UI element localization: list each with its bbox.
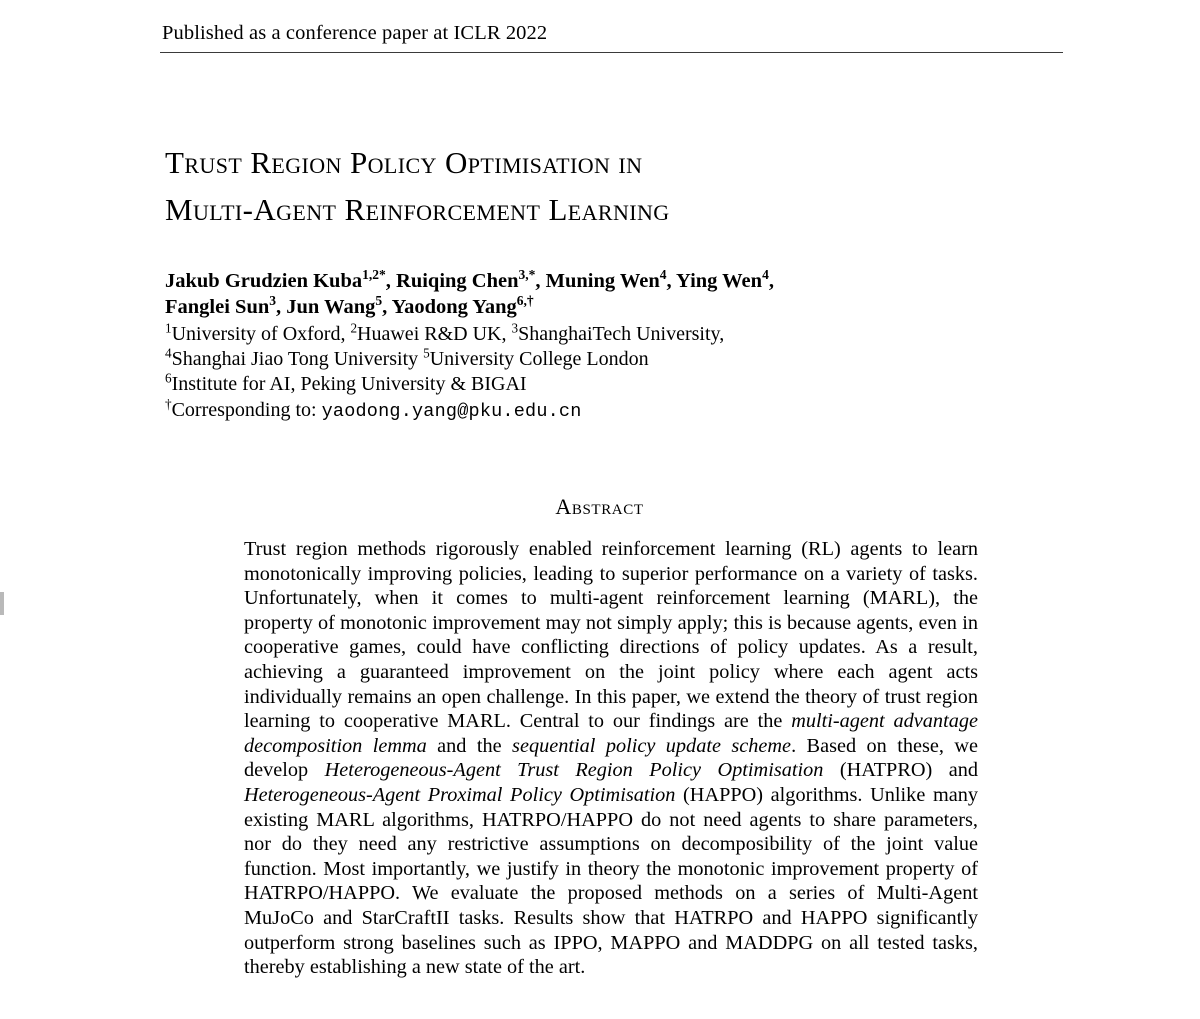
author-mwen-affil-marker: 4 xyxy=(659,267,667,283)
author-sep-2: , Muning Wen xyxy=(535,270,660,292)
corresponding-line xyxy=(165,395,1045,424)
author-yang-affil-marker: 6,† xyxy=(516,293,534,309)
affiliation-oxford: University of Oxford, xyxy=(171,323,351,345)
header-rule xyxy=(160,52,1063,53)
page-title xyxy=(165,139,1045,233)
author-block xyxy=(165,268,1045,424)
author-kuba: Jakub Grudzien Kuba xyxy=(165,270,363,292)
author-sun: Fanglei Sun xyxy=(165,296,270,318)
author-sep-5: , Jun Wang xyxy=(276,296,376,318)
affiliation-sjtu: Shanghai Jiao Tong University xyxy=(171,348,424,371)
affiliation-pku-bigai: Institute for AI, Peking University & BIGAI xyxy=(171,373,527,396)
author-line-2 xyxy=(165,294,1045,320)
affil-marker-4: 4 xyxy=(165,345,172,361)
affiliation-list xyxy=(165,322,1045,424)
affil-marker-5: 5 xyxy=(423,345,430,361)
abstract-body xyxy=(244,537,978,980)
abstract-text-4: (HATPRO) and xyxy=(823,759,978,782)
author-sun-affil-marker: 3 xyxy=(269,293,277,309)
affiliation-line-3 xyxy=(165,372,1045,397)
title-line-1: Trust Region Policy Optimisation in xyxy=(165,145,643,180)
affil-marker-3: 3 xyxy=(511,320,519,336)
author-jwang-affil-marker: 5 xyxy=(375,293,383,309)
corresponding-email[interactable]: yaodong.yang@pku.edu.cn xyxy=(321,400,582,422)
scan-edge-artifact xyxy=(0,592,4,615)
affil-marker-2: 2 xyxy=(350,320,358,336)
author-sep-6: , Yaodong Yang xyxy=(382,296,517,318)
corresponding-label: Corresponding to: xyxy=(171,398,322,421)
author-ywen-affil-marker: 4 xyxy=(762,267,769,283)
abstract-heading xyxy=(0,494,1200,520)
author-kuba-affil-marker: 1,2 xyxy=(362,267,379,283)
affiliation-ucl: University College London xyxy=(429,348,649,371)
affil-marker-1: 1 xyxy=(165,320,172,336)
author-kuba-equal-marker: * xyxy=(379,267,386,283)
abstract-emphasis-2: sequential policy update scheme xyxy=(512,734,792,757)
author-sep-4: , xyxy=(768,270,774,292)
abstract-text-2: and the xyxy=(426,734,513,757)
abstract-text-5: (HAPPO) algorithms. Unlike many existing MARL algorithms, HATRPO/HAPPO do not need agents to share parameters, nor do they need any restrictive assumptions on decomposibility of the joint value function. Most importantly, we justify in theory the monotonic improvement property of HATRPO/HAPPO. We evaluate the proposed methods on a series of Multi-Agent MuJoCo and StarCraftII tasks. Results show that HATRPO and HAPPO significantly outperform strong baselines such as IPPO, MAPPO and MADDPG on all tested tasks, thereby establishing a new state of the art. xyxy=(244,783,979,979)
author-chen-affil-marker: 3,* xyxy=(518,267,536,283)
abstract-text-1: Trust region methods rigorously enabled reinforcement learning (RL) agents to learn monotonically improving policies, leading to superior performance on a variety of tasks. Unfortunately, when it comes to multi-agent reinforcement learning (MARL), the property of monotonic improvement may not simply apply; this is because agents, even in cooperative games, could have conflicting directions of policy updates. As a result, achieving a guaranteed improvement on the joint policy where each agent acts individually remains an open challenge. In this paper, we extend the theory of trust region learning to cooperative MARL. Central to our findings are the xyxy=(244,538,978,733)
author-sep-1: , Ruiqing Chen xyxy=(385,270,519,292)
affiliation-line-1 xyxy=(165,322,1045,347)
affiliation-shanghaitech: ShanghaiTech University, xyxy=(518,323,725,345)
affil-marker-6: 6 xyxy=(165,370,172,386)
abstract-text-3: . Based on these, we develop xyxy=(244,734,978,782)
corresponding-marker: † xyxy=(165,395,172,411)
affiliation-line-2 xyxy=(165,347,1045,372)
abstract-emphasis-1: multi-agent advantage decomposition lemma xyxy=(244,710,978,757)
abstract-emphasis-4: Heterogeneous-Agent Proximal Policy Optimisation xyxy=(244,783,676,806)
author-line-1 xyxy=(165,268,1045,294)
title-line-2: Multi-Agent Reinforcement Learning xyxy=(165,192,670,227)
running-header: Published as a conference paper at ICLR 2022 xyxy=(162,22,548,44)
abstract-emphasis-3: Heterogeneous-Agent Trust Region Policy Optimisation xyxy=(324,759,824,782)
author-sep-3: , Ying Wen xyxy=(666,270,763,292)
affiliation-huawei: Huawei R&D UK, xyxy=(357,323,512,345)
abstract-heading-label: Abstract xyxy=(555,494,644,519)
